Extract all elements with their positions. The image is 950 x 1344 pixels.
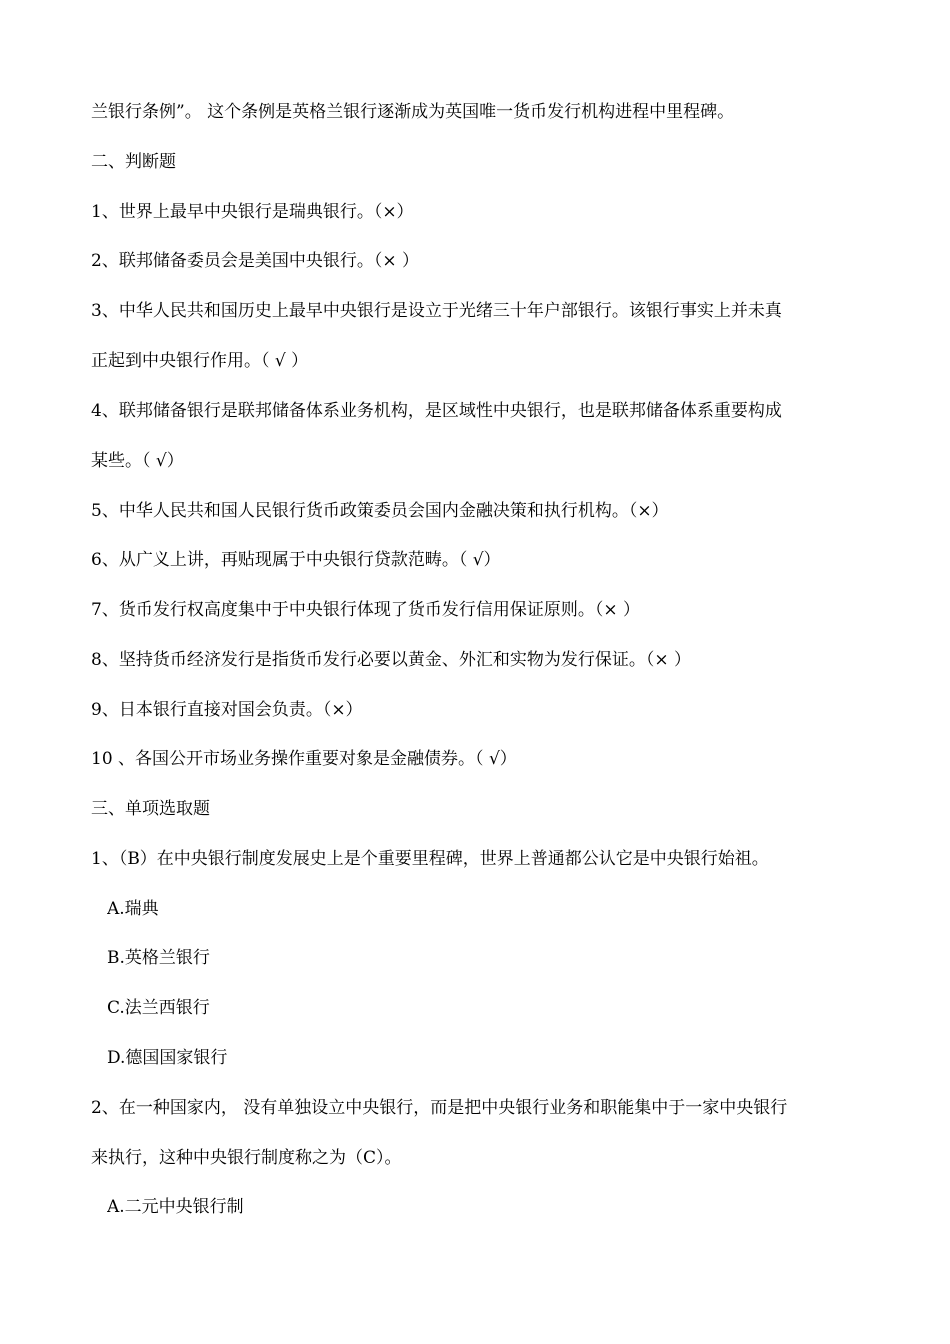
section-heading-true-false: 二、判断题 [91, 152, 176, 172]
section-heading-single-choice: 三、单项选取题 [91, 799, 210, 819]
choice-question-2-cont: 来执行，这种中央银行制度称之为（C）。 [91, 1148, 402, 1168]
judgement-item-2: 2、联邦储备委员会是美国中央银行。（× ） [91, 251, 419, 271]
judgement-item-4: 4、联邦储备银行是联邦储备体系业务机构，是区域性中央银行，也是联邦储备体系重要构成 [91, 401, 782, 421]
choice-option: A.二元中央银行制 [107, 1197, 244, 1217]
judgement-item-10: 10 、各国公开市场业务操作重要对象是金融债券。（ √） [91, 749, 517, 769]
judgement-item-8: 8、坚持货币经济发行是指货币发行必要以黄金、外汇和实物为发行保证。（× ） [91, 650, 691, 670]
judgement-item-7: 7、货币发行权高度集中于中央银行体现了货币发行信用保证原则。（× ） [91, 600, 640, 620]
judgement-item-9: 9、日本银行直接对国会负责。（×） [91, 700, 363, 720]
choice-option: D.德国国家银行 [107, 1048, 228, 1068]
text-line: 兰银行条例”。 这个条例是英格兰银行逐渐成为英国唯一货币发行机构进程中里程碑。 [91, 102, 735, 122]
choice-option: A.瑞典 [107, 899, 159, 919]
choice-option: C.法兰西银行 [107, 998, 210, 1018]
judgement-item-1: 1、世界上最早中央银行是瑞典银行。（×） [91, 202, 414, 222]
judgement-item-4-cont: 某些。（ √） [91, 451, 184, 471]
judgement-item-6: 6、从广义上讲，再贴现属于中央银行贷款范畴。（ √） [91, 550, 501, 570]
choice-option: B.英格兰银行 [107, 948, 210, 968]
choice-question-2: 2、在一种国家内， 没有单独设立中央银行，而是把中央银行业务和职能集中于一家中央银行 [91, 1098, 788, 1118]
judgement-item-3: 3、中华人民共和国历史上最早中央银行是设立于光绪三十年户部银行。该银行事实上并未真 [91, 301, 782, 321]
judgement-item-3-cont: 正起到中央银行作用。（ √ ） [91, 351, 309, 371]
choice-question-1: 1、（B）在中央银行制度发展史上是个重要里程碑，世界上普通都公认它是中央银行始祖。 [91, 849, 769, 869]
judgement-item-5: 5、中华人民共和国人民银行货币政策委员会国内金融决策和执行机构。（×） [91, 501, 669, 521]
